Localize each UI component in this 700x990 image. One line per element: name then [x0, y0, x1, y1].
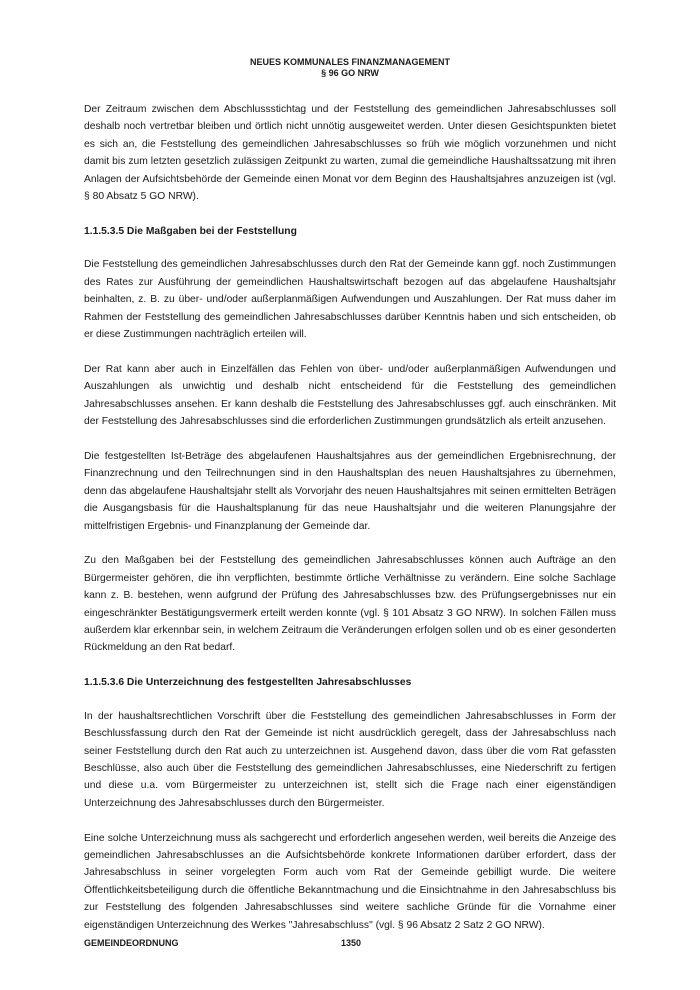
paragraph: Zu den Maßgaben bei der Feststellung des gemeindlichen Jahresabschlusses können auch Aufträge an den Bürgermeister gehören, die ihn verpflichten, bestimmte örtliche Verhältnisse zu verändern. Eine solche Sachlage kann z. B. bestehen, wenn aufgrund der Prüfung des Jahresabschlusses bzw. des Prüfungsergebnisses nur ein eingeschränkter Bestätigungsvermerk erteilt werden konnte (vgl. § 101 Absatz 3 GO NRW). In solchen Fällen muss außerdem klar erkennbar sein, in welchem Zeitraum die Veränderungen erfolgen sollen und ob es einer gesonderten Rückmeldung an den Rat bedarf.	[84, 555, 616, 654]
section-heading-unterzeichnung: 1.1.5.3.6 Die Unterzeichnung des festgestellten Jahresabschlusses	[84, 677, 412, 689]
header-title: NEUES KOMMUNALES FINANZMANAGEMENT	[250, 57, 450, 67]
header-subtitle: § 96 GO NRW	[321, 68, 379, 78]
paragraph: Die festgestellten Ist-Beträge des abgelaufenen Haushaltsjahres aus der gemeindlichen Ergebnisrechnung, der Finanzrechnung und den Teilrechnungen sind in den Haushaltsplan des neuen Haushaltsjahres zu übernehmen, denn das abgelaufene Haushaltsjahr stellt als Vorvorjahr des neuen Haushaltsjahres mit seinen ermittelten Beträgen die Ausgangsbasis für die Haushaltsplanung für das neue Haushaltsjahr und die weiteren Planungsjahre der mittelfristigen Ergebnis- und Finanzplanung der Gemeinde dar.	[84, 450, 616, 532]
paragraph: In der haushaltsrechtlichen Vorschrift über die Feststellung des gemeindlichen Jahresabschlusses in Form der Beschlussfassung durch den Rat der Gemeinde ist nicht ausdrücklich geregelt, dass der Jahresabschluss nach seiner Feststellung durch den Rat auch zu unterzeichnen ist. Ausgehend davon, dass über die vom Rat gefassten Beschlüsse, also auch über die Feststellung des gemeindlichen Jahresabschlusses, eine Niederschrift zu fertigen und diese u.a. vom Bürgermeister zu unterzeichnen ist, stellt sich die Frage nach einer eigenständigen Unterzeichnung des Jahresabschlusses durch den Bürgermeister.	[84, 710, 616, 809]
paragraph: Die Feststellung des gemeindlichen Jahresabschlusses durch den Rat der Gemeinde kann ggf. noch Zustimmungen des Rates zur Ausführung der gemeindlichen Haushaltswirtschaft bezogen auf das abgelaufene Haushaltsjahr beinhalten, z. B. zu über- und/oder außerplanmäßigen Aufwendungen und Auszahlungen. Der Rat muss daher im Rahmen der Feststellung des gemeindlichen Jahresabschlusses darüber Kenntnis haben und sich entscheiden, ob er diese Zustimmungen nachträglich erteilen will.	[84, 259, 616, 341]
footer-label: GEMEINDEORDNUNG	[84, 938, 179, 948]
page-number: 1350	[341, 938, 362, 948]
paragraph: Eine solche Unterzeichnung muss als sachgerecht und erforderlich angesehen werden, weil bereits die Anzeige des gemeindlichen Jahresabschlusses an die Aufsichtsbehörde konkrete Informationen darüber erfordert, dass der Jahresabschluss in seiner vorgelegten Form auch vom Rat der Gemeinde gebilligt wurde. Die weitere Öffentlichkeitsbeteiligung durch die öffentliche Bekanntmachung und die Einsichtnahme in den Jahresabschluss bis zur Feststellung des folgenden Jahresabschlusses sind weitere sachliche Gründe für die Vornahme einer eigenständigen Unterzeichnung des Werkes "Jahresabschluss" (vgl. § 96 Absatz 2 Satz 2 GO NRW).	[84, 832, 616, 931]
intro-paragraph: Der Zeitraum zwischen dem Abschlussstichtag und der Feststellung des gemeindlichen Jahresabschlusses soll deshalb noch vertretbar bleiben und örtlich nicht unnötig ausgeweitet werden. Unter diesen Gesichtspunkten bietet es sich an, die Feststellung des gemeindlichen Jahresabschlusses so früh wie möglich vorzunehmen und nicht damit bis zum letzten gesetzlich zulässigen Zeitpunkt zu warten, zumal die gemeindliche Haushaltssatzung mit ihren Anlagen der Aufsichtsbehörde der Gemeinde einen Monat vor dem Beginn des Haushaltsjahres anzuzeigen ist (vgl. § 80 Absatz 5 GO NRW).	[84, 104, 616, 203]
page-header	[0, 57, 700, 79]
document-body	[84, 101, 616, 951]
section-heading-feststellung: 1.1.5.3.5 Die Maßgaben bei der Feststellung	[84, 226, 297, 238]
paragraph: Der Rat kann aber auch in Einzelfällen das Fehlen von über- und/oder außerplanmäßigen Aufwendungen und Auszahlungen als unwichtig und deshalb nicht entscheidend für die Feststellung des gemeindlichen Jahresabschlusses ansehen. Er kann deshalb die Feststellung des Jahresabschlusses ggf. auch einschränken. Mit der Feststellung des Jahresabschlusses sind die erforderlichen Zustimmungen grundsätzlich als erteilt anzusehen.	[84, 363, 616, 428]
